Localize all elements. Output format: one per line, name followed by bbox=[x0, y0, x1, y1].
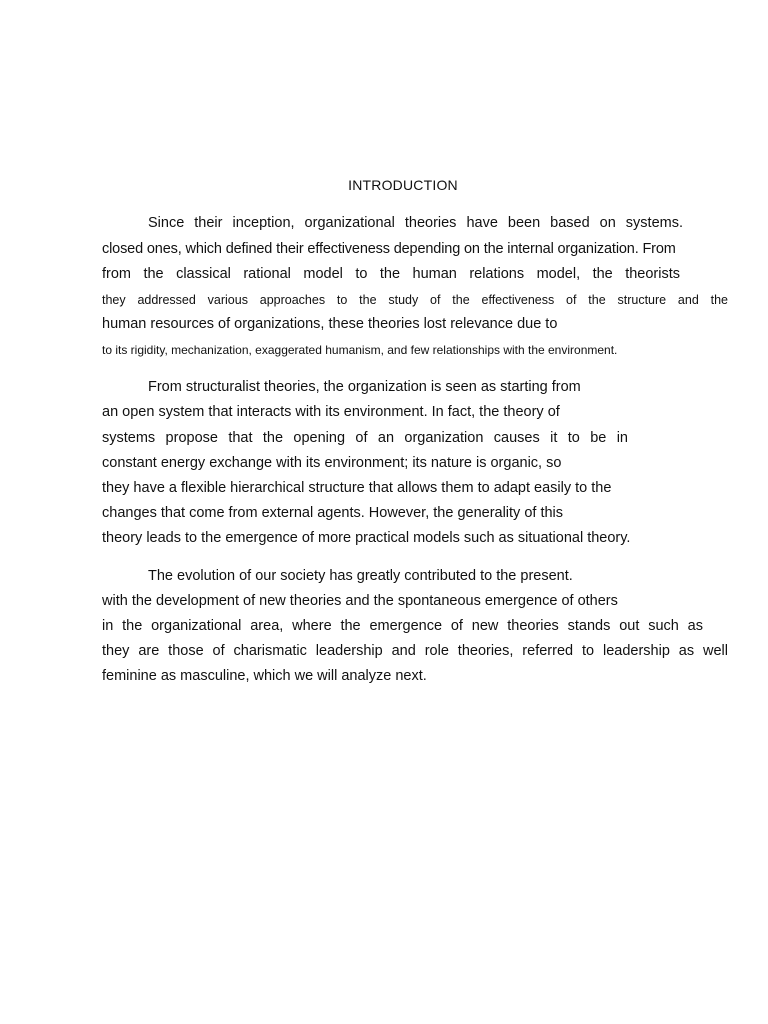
paragraph-2-line-5: they have a flexible hierarchical structure that allows them to adapt easily to the bbox=[102, 480, 612, 496]
paragraph-2-line-4: constant energy exchange with its environment; its nature is organic, so bbox=[102, 455, 562, 471]
paragraph-3-line-5: feminine as masculine, which we will analyze next. bbox=[102, 668, 427, 684]
paragraph-2-line-6: changes that come from external agents. However, the generality of this bbox=[102, 505, 564, 521]
paragraph-1-line-3: from the classical rational model to the human relations model, the theorists bbox=[102, 266, 680, 282]
paragraph-1-line-5: human resources of organizations, these theories lost relevance due to bbox=[102, 316, 558, 332]
paragraph-1-line-6: to its rigidity, mechanization, exaggerated humanism, and few relationships with the environment. bbox=[102, 343, 618, 357]
paragraph-2-line-7: theory leads to the emergence of more practical models such as situational theory. bbox=[102, 530, 631, 546]
paragraph-2-line-1: From structuralist theories, the organization is seen as starting from bbox=[148, 379, 581, 395]
paragraph-3-line-1: The evolution of our society has greatly contributed to the present. bbox=[148, 568, 573, 584]
paragraph-3-line-4: they are those of charismatic leadership and role theories, referred to leadership as well bbox=[102, 643, 728, 659]
paragraph-1-line-1: Since their inception, organizational theories have been based on systems. bbox=[148, 215, 683, 231]
paragraph-2-line-2: an open system that interacts with its environment. In fact, the theory of bbox=[102, 404, 560, 420]
paragraph-2-line-3: systems propose that the opening of an organization causes it to be in bbox=[102, 430, 628, 446]
paragraph-3-line-2: with the development of new theories and the spontaneous emergence of others bbox=[102, 593, 618, 609]
paragraph-3-line-3: in the organizational area, where the emergence of new theories stands out such as bbox=[102, 618, 703, 634]
page-title: INTRODUCTION bbox=[348, 177, 458, 193]
paragraph-1-line-2: closed ones, which defined their effectiveness depending on the internal organization. From bbox=[102, 241, 676, 257]
paragraph-1-line-4: they addressed various approaches to the study of the effectiveness of the structure and the bbox=[102, 293, 728, 307]
